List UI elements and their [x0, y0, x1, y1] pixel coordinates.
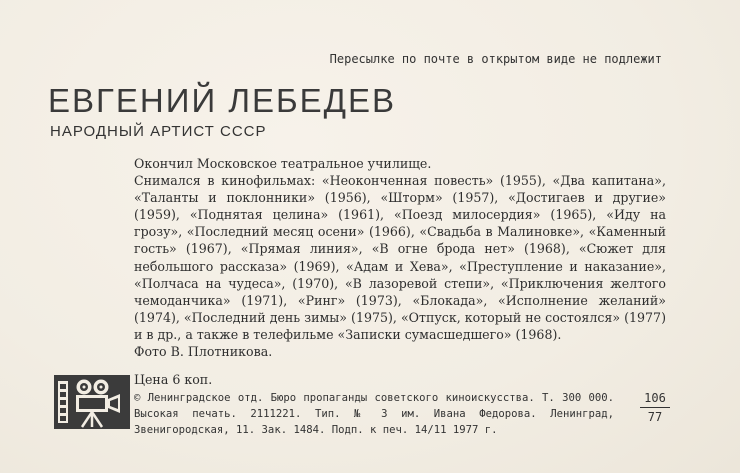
photo-credit: Фото В. Плотникова.: [134, 344, 273, 360]
postal-notice: Пересылке по почте в открытом виде не подлежит: [329, 52, 662, 66]
filmography-text: Снимался в кинофильмах: «Неоконченная повесть» (1955), «Два капитана», «Таланты и поклонники» (1956), «Шторм» (1957), «Достигаев и другие» (1959), «Поднятая целина» (1961), «Поезд милосердия» (1965), «Иду на грозу», «Последний месяц осени» (1966), «Свадьба в Малиновке», «Каменный гость» (1967), «Прямая линия», «В огне брода нет» (1968), «Сюжет для небольшого рассказа» (1969), «Адам и Хева», «Преступление и наказание», «Полчаса на чудеса», (1970), «В лазоревой степи», «Приключения желтого чемоданчика» (1971), «Ринг» (1973), «Блокада», «Исполнение желаний» (1974), «Последний день зимы» (1975), «Отпуск, который не состоялся» (1977) и в др., а также в телефильме «Записки сумасшедшего» (1968).: [134, 173, 666, 342]
imprint-text: © Ленинградское отд. Бюро пропаганды советского киноискусства. Т. 300 000. Высокая печать. 2111221. Тип. № 3 им. Ивана Федорова. Ленинград, Звенигородская, 11. Зак. 1484. Подп. к печ. 14/11 1977 г.: [134, 392, 614, 436]
film-camera-icon: [54, 375, 130, 429]
actor-title: НАРОДНЫЙ АРТИСТ СССР: [50, 123, 267, 140]
catalog-code-divider: [640, 407, 670, 408]
catalog-code-top: 106: [644, 391, 666, 405]
price: Цена 6 коп.: [134, 372, 213, 387]
imprint: [134, 390, 614, 438]
catalog-code: [640, 391, 670, 424]
actor-name: ЕВГЕНИЙ ЛЕБЕДЕВ: [48, 82, 397, 119]
biography: [134, 155, 666, 360]
education-text: Окончил Московское театральное училище.: [134, 156, 432, 171]
catalog-code-bottom: 77: [647, 410, 663, 424]
